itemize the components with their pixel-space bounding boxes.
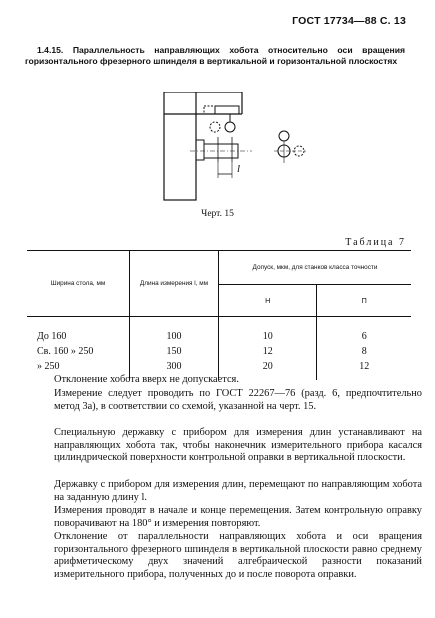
paragraph: Измерение следует проводить по ГОСТ 22267—76 (разд. 6, предпочтительно метод 3а), в соответствии со схемой, указанной на черт. 15.	[54, 388, 422, 412]
dimension-label-l: l	[237, 163, 241, 175]
table-row	[27, 329, 411, 344]
row-length: 300	[130, 359, 219, 374]
table-caption: Таблица 7	[345, 237, 406, 248]
row-width: До 160	[37, 330, 67, 342]
row-length: 150	[130, 344, 219, 359]
column-header-class-n: Н	[219, 285, 317, 317]
clause-title: 1.4.15. Параллельность направляющих хобота относительно оси вращения горизонтального фрезерного шпинделя в вертикальной и горизонтальной плоскостях	[25, 45, 405, 66]
column-header-tolerance: Допуск, мкм, для станков класса точности	[219, 251, 412, 285]
paragraph: Отклонение хобота вверх не допускается.	[54, 374, 239, 385]
row-tol-p: 12	[317, 359, 411, 374]
paragraph: Державку с прибором для измерения длин, перемещают по направляющим хобота на заданную длину l.	[54, 479, 422, 503]
row-tol-p: 6	[317, 329, 411, 344]
measurement-scheme-figure	[160, 92, 310, 210]
column-header-length: Длина измерения l, мм	[130, 251, 219, 317]
scheme-drawing	[160, 92, 310, 210]
column-header-width: Ширина стола, мм	[27, 251, 130, 317]
figure-caption: Черт. 15	[201, 209, 234, 219]
row-tol-n: 10	[219, 329, 317, 344]
paragraph: Специальную державку с прибором для измерения длин устанавливают на направляющих хобота так, чтобы наконечник измерительного прибора касался цилиндрической поверхности контрольной оправки в вертикальной плоскости.	[54, 427, 422, 464]
table-row	[27, 359, 411, 374]
tolerance-table	[27, 250, 411, 380]
column-header-class-p: П	[317, 285, 411, 317]
row-tol-p: 8	[317, 344, 411, 359]
page-header: ГОСТ 17734—88 С. 13	[292, 15, 406, 27]
row-length: 100	[130, 329, 219, 344]
table-row	[27, 344, 411, 359]
row-tol-n: 20	[219, 359, 317, 374]
paragraph: Отклонение от параллельности направляющих хобота и оси вращения горизонтального фрезерного шпинделя в вертикальной плоскости равно среднему арифметическому двух значений алгебраической разности показаний измерительного прибора, полученных до и после поворота оправки.	[54, 531, 422, 580]
row-tol-n: 12	[219, 344, 317, 359]
paragraph: Измерения проводят в начале и конце перемещения. Затем контрольную оправку поворачивают на 180° и измерения повторяют.	[54, 505, 422, 529]
row-width: Св. 160 » 250	[37, 345, 94, 357]
row-width: » 250	[37, 360, 60, 372]
